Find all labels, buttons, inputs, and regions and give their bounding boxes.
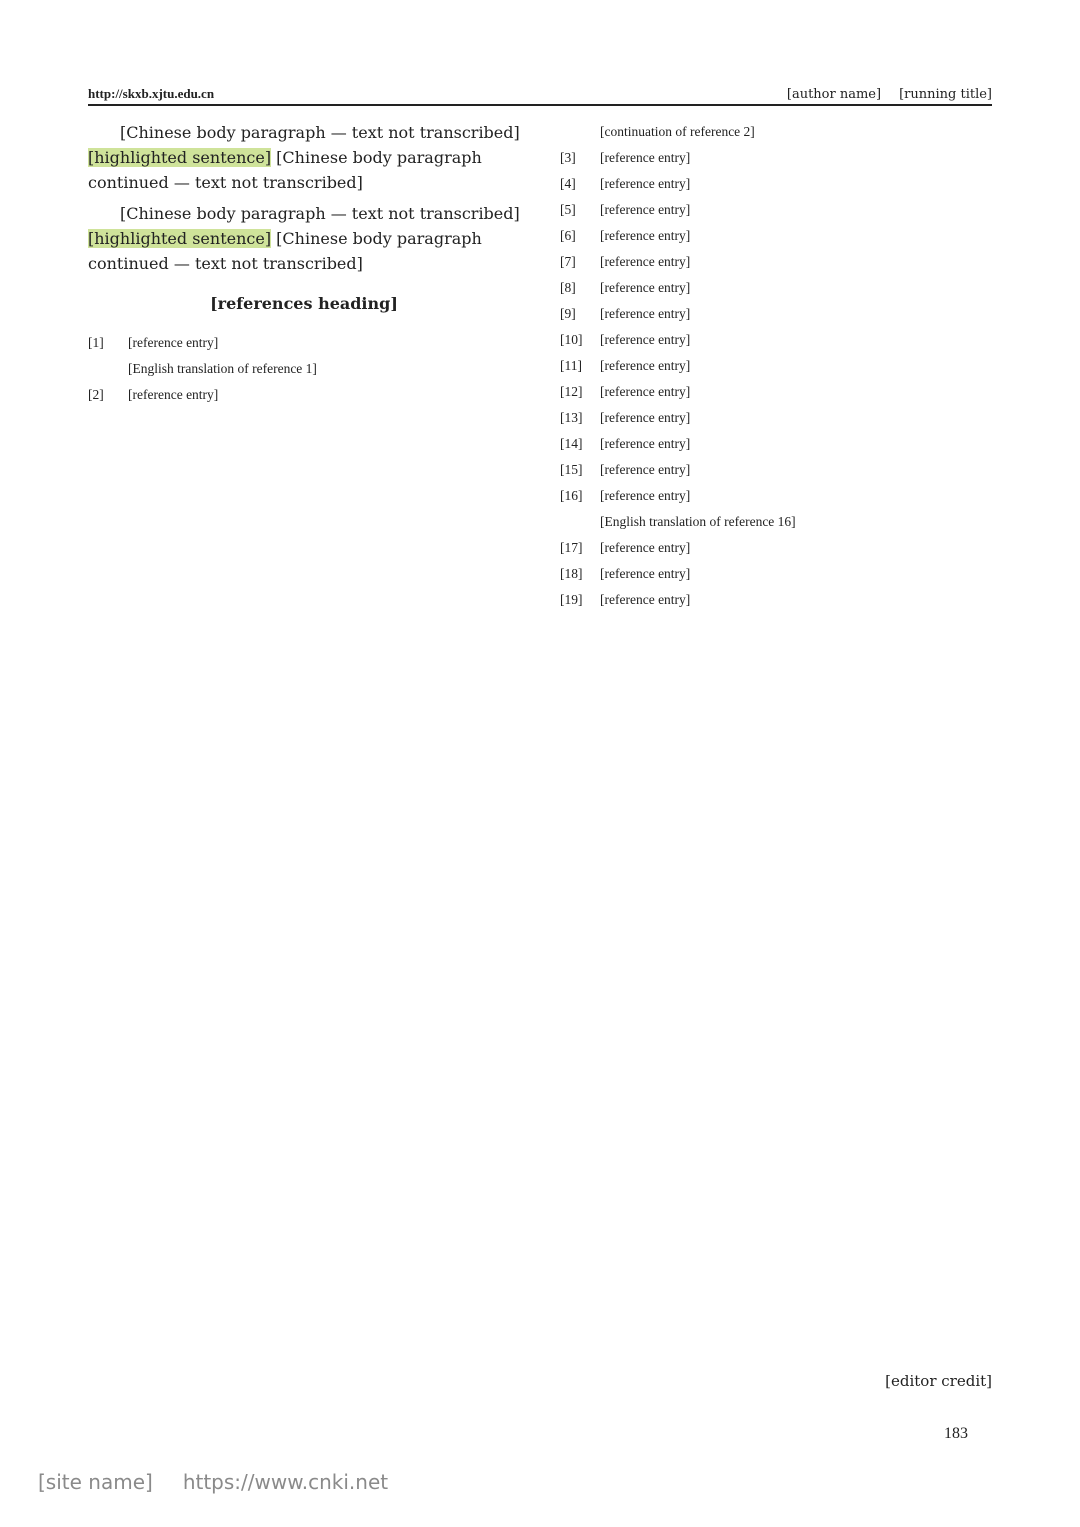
body-paragraph: [Chinese body paragraph — text not transcribed] [highlighted sentence] [Chinese body paragraph continued — text not transcribed] [88,123,520,192]
running-author: [author name] [786,87,882,102]
footer-url[interactable]: https://www.cnki.net [182,1470,389,1494]
reference-item [560,406,992,430]
reference-list-right [560,120,992,612]
reference-number: [10] [560,332,583,347]
reference-text: [reference entry] [600,462,691,477]
reference-text: [reference entry] [600,150,691,165]
reference-item [560,354,992,378]
reference-item [560,458,992,482]
references-heading: [references heading] [210,294,398,313]
reference-item [88,331,520,355]
reference-number [88,357,128,381]
reference-text: [reference entry] [128,387,219,402]
reference-item [560,328,992,352]
reference-text: [reference entry] [600,436,691,451]
reference-item [560,380,992,404]
reference-text: [reference entry] [600,306,691,321]
reference-text: [reference entry] [600,228,691,243]
footer-watermark [38,1470,388,1494]
reference-number: [14] [560,436,583,451]
reference-text: [English translation of reference 16] [600,514,796,529]
reference-text: [reference entry] [600,384,691,399]
reference-text: [reference entry] [600,358,691,373]
reference-text: [reference entry] [128,335,219,350]
reference-list-left [88,331,520,407]
reference-text: [reference entry] [600,202,691,217]
reference-item [88,383,520,407]
highlight: [highlighted sentence] [88,148,272,167]
reference-item [560,172,992,196]
reference-number: [7] [560,254,576,269]
running-title: [running title] [899,87,992,102]
reference-item [560,146,992,170]
reference-number: [8] [560,280,576,295]
reference-text: [reference entry] [600,254,691,269]
reference-item [560,432,992,456]
highlight: [highlighted sentence] [88,229,272,248]
editor-credit: [editor credit] [885,1372,992,1390]
reference-text: [continuation of reference 2] [600,124,755,139]
reference-number: [2] [88,387,104,402]
reference-item [560,250,992,274]
reference-number: [6] [560,228,576,243]
page-header [88,80,992,102]
reference-number: [16] [560,488,583,503]
reference-item [88,357,520,381]
journal-url[interactable]: http://skxb.xjtu.edu.cn [88,86,215,101]
reference-text: [reference entry] [600,592,691,607]
reference-item [560,302,992,326]
reference-text: [reference entry] [600,410,691,425]
reference-text: [reference entry] [600,280,691,295]
reference-item [560,510,992,534]
reference-text: [reference entry] [600,176,691,191]
running-head [787,87,992,102]
reference-item [560,198,992,222]
reference-text: [reference entry] [600,566,691,581]
reference-number: [18] [560,566,583,581]
reference-item [560,536,992,560]
reference-text: [reference entry] [600,332,691,347]
page-number: 183 [944,1425,968,1442]
reference-text: [reference entry] [600,540,691,555]
reference-number: [17] [560,540,583,555]
left-column [88,120,520,409]
reference-item [560,224,992,248]
reference-number: [9] [560,306,576,321]
footer-brand: [site name] [38,1470,153,1494]
reference-item [560,120,992,144]
reference-number: [19] [560,592,583,607]
reference-number: [15] [560,462,583,477]
reference-number: [13] [560,410,583,425]
reference-number: [5] [560,202,576,217]
reference-number [560,510,600,534]
reference-text: [English translation of reference 1] [128,361,317,376]
reference-number: [11] [560,358,582,373]
reference-item [560,588,992,612]
reference-item [560,562,992,586]
reference-item [560,276,992,300]
reference-number: [1] [88,335,104,350]
reference-number: [4] [560,176,576,191]
body-paragraph: [Chinese body paragraph — text not transcribed] [highlighted sentence] [Chinese body paragraph continued — text not transcribed] [88,204,520,273]
reference-text: [reference entry] [600,488,691,503]
reference-number: [12] [560,384,583,399]
reference-number: [3] [560,150,576,165]
right-column [560,120,992,614]
reference-item [560,484,992,508]
reference-number [560,120,600,144]
header-rule [88,104,992,106]
